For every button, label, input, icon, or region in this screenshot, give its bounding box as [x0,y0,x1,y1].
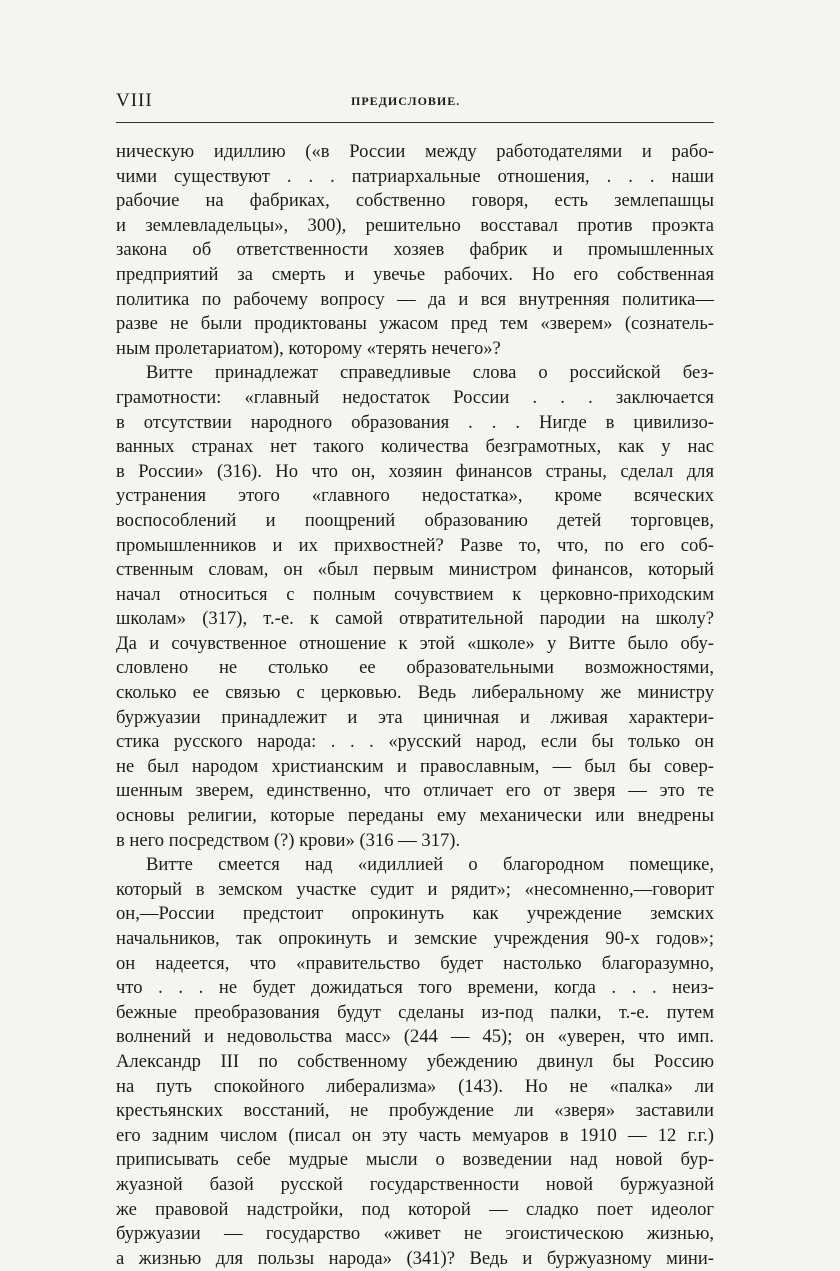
text-line: не был народом христианским и православным, — был бы совер- [116,755,714,777]
text-line: шенным зверем, единственно, что отличает его от зверя — это те [116,780,714,802]
text-line: словлено не столько ее образовательными возможностями, [116,657,714,679]
text-line: на путь спокойного либерализма» (143). Но не «палка» ли [116,1075,714,1097]
text-line: ственным словам, он «был первым министром финансов, который [116,559,714,581]
text-line: буржуазии принадлежит и эта циничная и лживая характери- [116,706,714,728]
running-title: ПРЕДИСЛОВИЕ. [351,94,461,108]
text-line: он надеется, что «правительство будет настолько благоразумно, [116,952,714,974]
text-line: политика по рабочему вопросу — да и вся внутренняя политика— [116,288,714,310]
text-line: и землевладельцы», 300), решительно восставал против проэкта [116,214,714,236]
text-line: бежные преобразования будут сделаны из-под палки, т.-е. путем [116,1001,714,1023]
text-line: который в земском участке судит и рядит»; «несомненно,—говорит [116,878,714,900]
text-line: начальников, так опрокинуть и земские учреждения 90-х годов»; [116,928,714,949]
text-line: закона об ответственности хозяев фабрик и промышленных [116,239,714,261]
text-line: он,—России предстоит опрокинуть как учреждение земских [116,903,714,925]
text-line: волнений и недовольства масс» (244 — 45); он «уверен, что имп. [116,1026,714,1048]
text-line: Да и сочувственное отношение к этой «школе» у Витте было обу- [116,632,714,654]
text-line: чими существуют . . . патриархальные отношения, . . . наши [116,165,714,187]
text-line: школам» (317), т.-е. к самой отвратительной пародии на школу? [116,608,714,630]
text-line: разве не были продиктованы ужасом пред тем «зверем» (сознатель- [116,313,714,335]
text-line: в отсутствии народного образования . . . Нигде в цивилизо- [116,411,714,433]
page-header [116,90,714,120]
text-line: основы религии, которые переданы ему механически или внедрены [116,805,714,827]
text-line: начал относиться с полным сочувствием к церковно-приходским [116,583,714,605]
text-line: ванных странах нет такого количества безграмотных, как у нас [116,436,714,458]
body-text [116,140,714,1271]
text-line: в России» (316). Но что он, хозяин финансов страны, сделал для [116,460,714,482]
page-number: VIII [116,90,153,111]
text-line: крестьянских восстаний, не пробуждение ли «зверя» заставили [116,1100,714,1122]
text-line: же правовой надстройки, под которой — сладко поет идеолог [116,1198,714,1220]
text-line: грамотности: «главный недостаток России . . . заключается [116,386,714,408]
text-line: стика русского народа: . . . «русский народ, если бы только он [116,731,714,753]
text-line: а жизнью для пользы народа» (341)? Ведь и буржуазному мини- [116,1247,714,1269]
text-line: устранения этого «главного недостатка», кроме всяческих [116,485,714,507]
text-line: воспособлений и поощрений образованию детей торговцев, [116,509,714,531]
text-line: в него посредством (?) крови» (316 — 317). [116,829,461,851]
text-line: его задним числом (писал он эту часть мемуаров в 1910 — 12 г.г.) [116,1124,714,1146]
text-line: ническую идиллию («в России между работодателями и рабо- [116,141,714,162]
text-line: жуазной базой русской государственности новой буржуазной [116,1173,714,1195]
header-rule [116,122,714,123]
text-line: буржуазии — государство «живет не эгоистическою жизнью, [116,1223,714,1245]
text-line: сколько ее связью с церковью. Ведь либеральному же министру [116,682,714,704]
text-line: Александр III по собственному убеждению двинул бы Россию [116,1050,714,1072]
text-line: предприятий за смерть и увечье рабочих. Но его собственная [116,263,714,285]
text-line: промышленников и их прихвостней? Разве то, что, по его соб- [116,534,714,556]
text-line: приписывать себе мудрые мысли о возведении над новой бур- [116,1149,714,1171]
text-line: что . . . не будет дожидаться того времени, когда . . . неиз- [116,977,714,999]
text-line: Витте смеется над «идиллией о благородном помещике, [146,854,714,876]
text-line: рабочие на фабриках, собственно говоря, есть землепашцы [116,190,714,212]
text-line: Витте принадлежат справедливые слова о российской без- [146,362,714,384]
text-line: ным пролетариатом), которому «терять нечего»? [116,337,501,359]
